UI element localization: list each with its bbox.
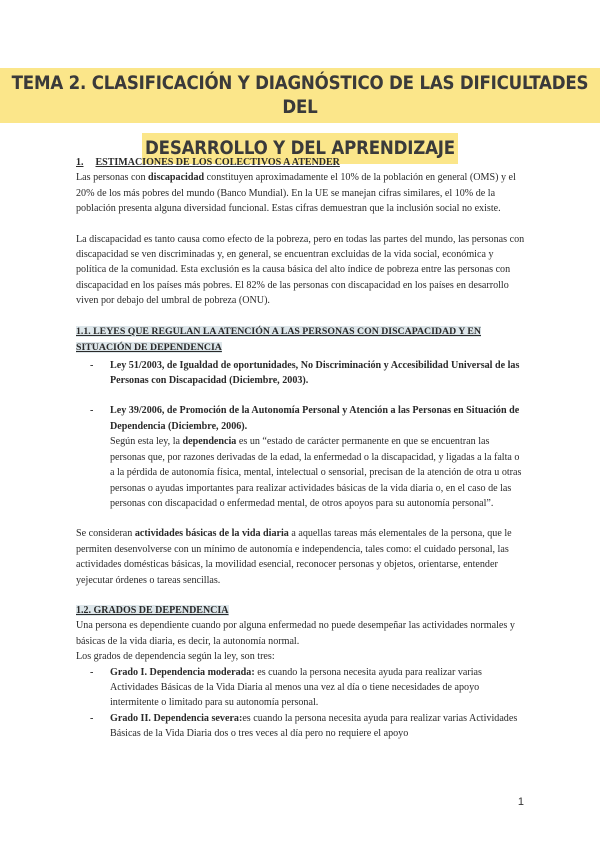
text-run: es un “estado de carácter permanente en que se encuentran las personas que, por razones derivadas de la edad, la enfermedad o la discapacidad, y ligadas a la falta o a la pérdida de autonomía física, mental, intelectual o sensorial, precisan de la atención de otra u otras personas o ayudas importantes para realizar actividades básicas de la vida diaria o, en el caso de las personas con discapacidad o enfermedad mental, de otros apoyos para su autonomía personal”. xyxy=(110,436,522,509)
section-1-paragraph-2: La discapacidad es tanto causa como efecto de la pobreza, pero en todas las partes del mundo, las personas con discapacidad se ven discriminadas y, en general, se encuentran excluidas de la vida social, económica y política de la comunidad. Esta exclusión es la causa básica del alto índice de pobreza entre las personas con discapacidad en los países más pobres. El 82% de las personas con discapacidad en los países en desarrollo viven por debajo del umbral de pobreza (ONU). xyxy=(76,233,525,307)
list-item xyxy=(76,358,526,389)
bold-term-discapacidad: discapacidad xyxy=(148,172,205,184)
section-1-1-title: 1.1. LEYES QUE REGULAN LA ATENCIÓN A LAS PERSONAS CON DISCAPACIDAD Y EN SITUACIÓN DE DEPENDENCIA xyxy=(76,325,482,353)
page-title xyxy=(0,68,600,164)
grade-2-text: es cuando la persona necesita ayuda para realizar varias Actividades Básicas de la Vida Diaria dos o tres veces al día pero no requiere el apoyo xyxy=(110,712,518,740)
section-1-1-heading xyxy=(76,324,526,356)
dash-bullet: - xyxy=(90,712,94,724)
grade-1-label: Grado I. Dependencia moderada: xyxy=(110,666,255,678)
bold-term-dependencia: dependencia xyxy=(182,436,237,448)
list-item xyxy=(76,665,526,711)
grade-2-label: Grado II. Dependencia severa: xyxy=(110,712,243,724)
section-1-heading xyxy=(76,155,526,170)
dash-bullet: - xyxy=(90,666,94,678)
section-1-2-intro: Una persona es dependiente cuando por alguna enfermedad no puede desempeñar las actividades normales y básicas de la vida diaria, es decir, la autonomía normal. xyxy=(76,620,515,647)
list-item xyxy=(76,711,526,742)
section-1-title: ESTIMACIONES DE LOS COLECTIVOS A ATENDER xyxy=(95,157,340,168)
section-1-2-label: GRADOS DE DEPENDENCIA xyxy=(93,604,229,616)
bold-term-abvd: actividades básicas de la vida diaria xyxy=(134,528,289,540)
title-line-1: TEMA 2. CLASIFICACIÓN Y DIAGNÓSTICO DE LAS DIFICULTADES DEL xyxy=(0,68,600,123)
list-item xyxy=(76,403,526,434)
law-51-2003: Ley 51/2003, de Igualdad de oportunidades, No Discriminación y Accesibilidad Universal de las Personas con Discapacidad (Diciembre, 2003). xyxy=(110,359,520,387)
section-1-paragraph-1 xyxy=(76,170,526,216)
laws-list xyxy=(76,358,526,389)
text-run: constituyen aproximadamente el 10% de la población en general (OMS) y el 20% de los más pobres del mundo (Banco Mundial). En la UE se manejan cifras similares, el 10% de la población presenta alguna diversidad funcional. Estas cifras demuestran que la inclusión social no existe. xyxy=(76,172,516,215)
grade-1-text: es cuando la persona necesita ayuda para realizar varias Actividades Básicas de la Vida Diaria al menos una vez al día o tiene necesidades de apoyo intermitente o limitado para su autonomía personal. xyxy=(110,666,482,709)
text-run: a aquellas tareas más elementales de la persona, que le permiten desenvolverse con un mínimo de autonomía e independencia, tales como: el cuidado personal, las actividades domésticas básicas, la movilidad esencial, reconocer personas y objetos, orientarse, entender yejecutar órdenes o tareas sencillas. xyxy=(76,528,512,586)
grades-list xyxy=(76,665,526,742)
abvd-paragraph xyxy=(76,526,526,588)
section-1-2-title xyxy=(76,605,229,616)
dependency-definition xyxy=(76,434,526,511)
law-39-2006: Ley 39/2006, de Promoción de la Autonomía Personal y Atención a las Personas en Situación de Dependencia (Diciembre, 2006). xyxy=(110,405,520,432)
dash-bullet: - xyxy=(90,405,94,417)
title-line-2: DESARROLLO Y DEL APRENDIZAJE xyxy=(142,133,458,164)
text-run: Se consideran xyxy=(76,528,135,540)
page-number: 1 xyxy=(517,796,524,808)
text-run: Según esta ley, la xyxy=(110,436,183,448)
section-1-number: 1. xyxy=(76,157,84,168)
document-body xyxy=(76,155,526,742)
dash-bullet: - xyxy=(90,359,94,371)
text-run: Las personas con xyxy=(76,172,149,184)
section-1-2-intro-2: Los grados de dependencia según la ley, son tres: xyxy=(76,651,275,663)
section-1-2-number: 1.2. xyxy=(76,604,91,616)
laws-list-2 xyxy=(76,403,526,434)
section-1-2-heading xyxy=(76,603,526,618)
